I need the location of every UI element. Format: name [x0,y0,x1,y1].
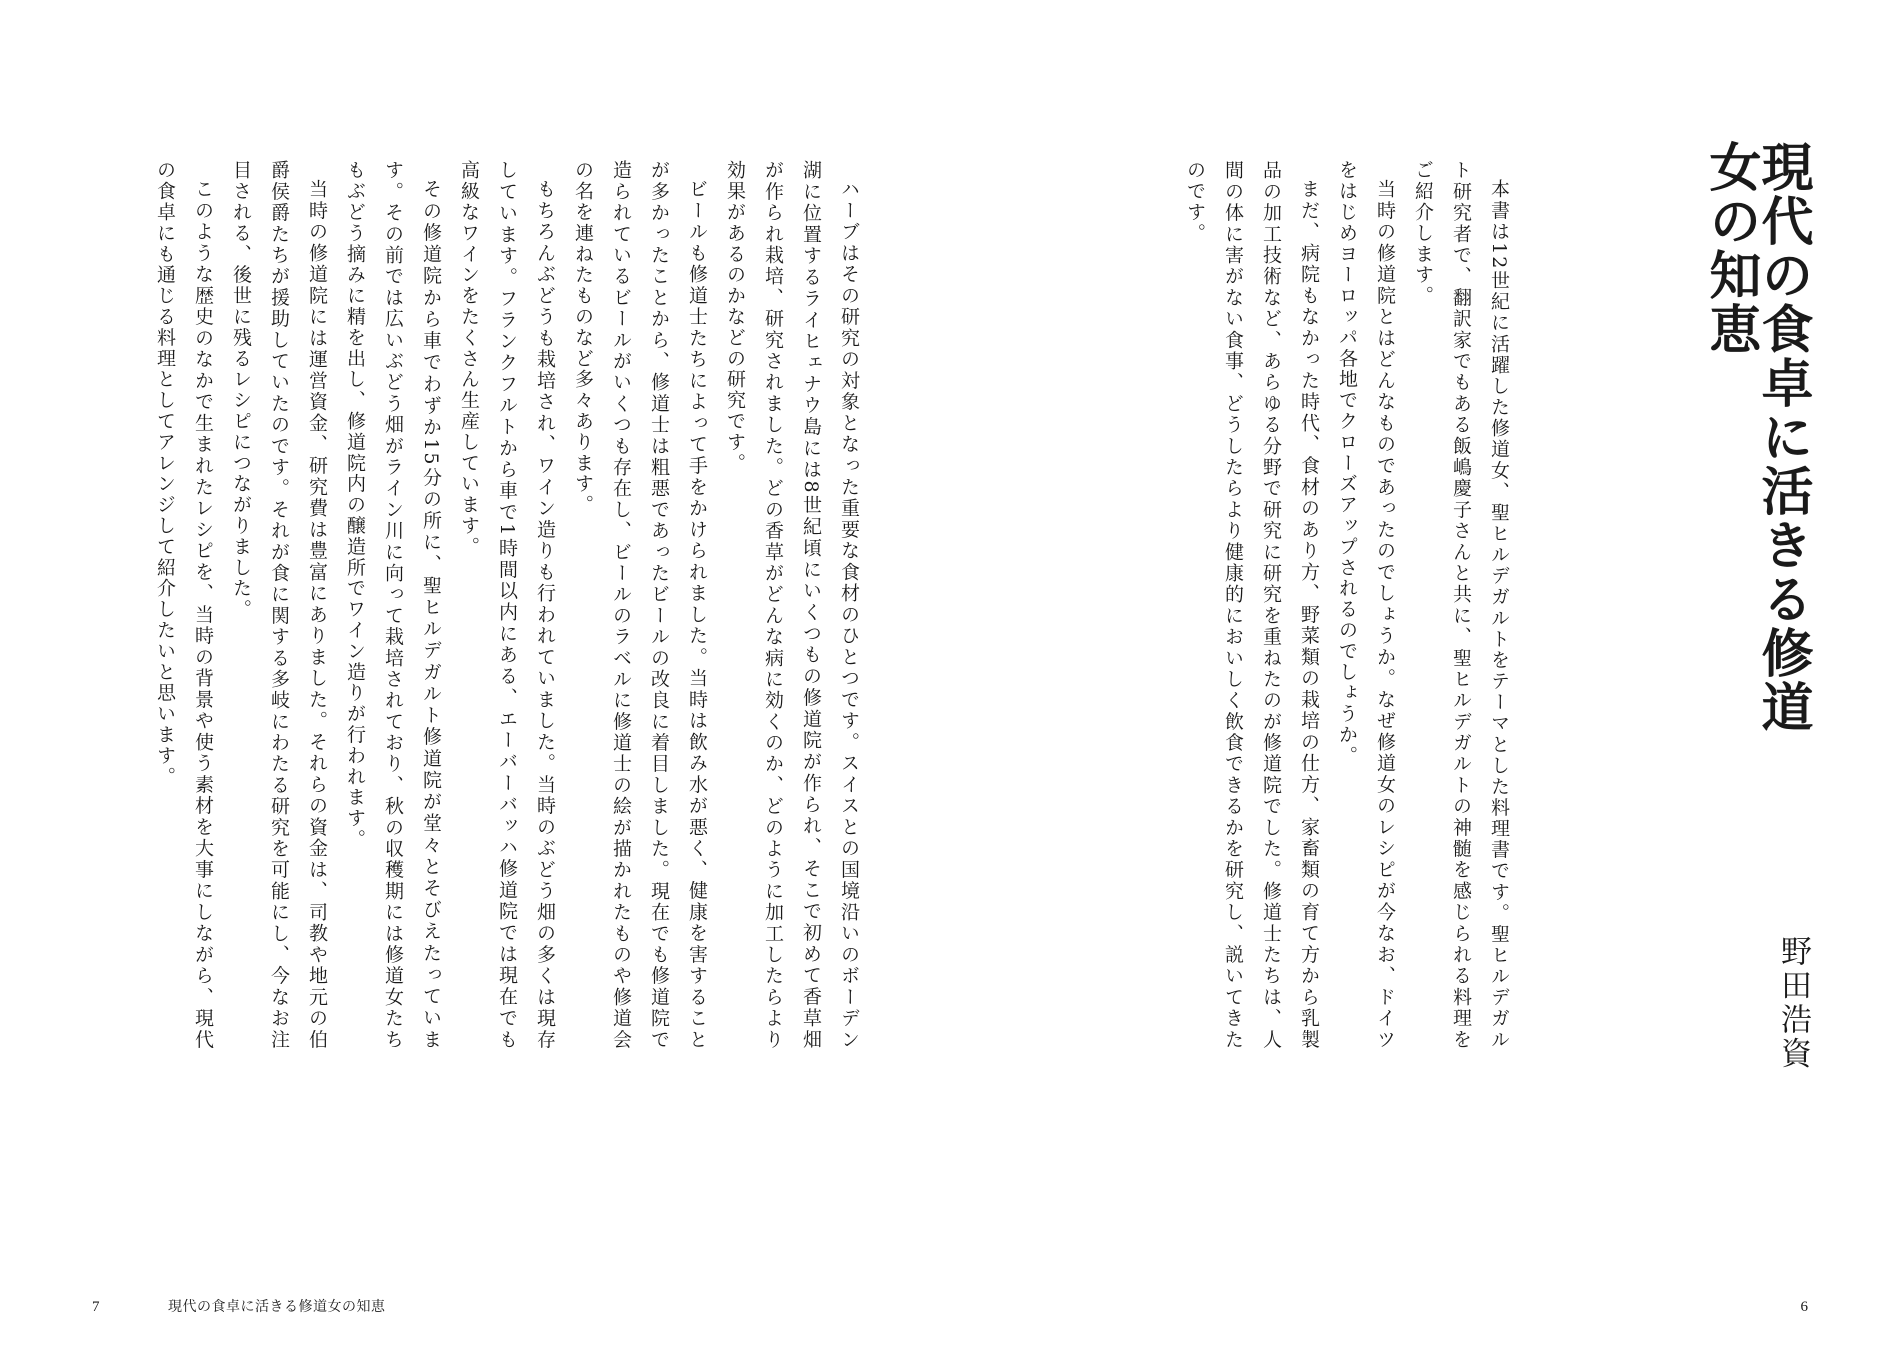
left-paragraph-6: このような歴史のなかで生まれたレシピを、当時の背景や使う素材を大事にしながら、現代の食卓にも通じる料理としてアレンジして紹介したいと思います。 [154,160,214,1050]
left-paragraph-2: ビールも修道士たちによって手をかけられました。当時は飲み水が悪く、健康を害することが多かったことから、修道士は粗悪であったビールの改良に着目しました。現在でも修道院で造られているビールがいくつも存在し、ビールのラベルに修道士の絵が描かれたものや修道会の名を連ねたものなど多々あります。 [572,160,708,1050]
page-title: 現代の食卓に活きる修道女の知恵 [1700,140,1813,734]
running-head: 現代の食卓に活きる修道女の知恵 [168,1299,386,1315]
right-paragraph-3: まだ、病院もなかった時代、食材のあり方、野菜類の栽培の仕方、家畜類の育て方から乳製品の加工技術など、あらゆる分野で研究に研究を重ねたのが修道院でした。修道士たちは、人間の体に害がない食事、どうしたらより健康的においしく飲食できるかを研究し、説いてきたのです。 [1184,160,1320,1050]
left-paragraph-4: その修道院から車でわずか15分の所に、聖ヒルデガルト修道院が堂々とそびえたっています。その前では広いぶどう畑がライン川に向って栽培されており、秋の収穫期には修道女たちもぶどう摘みに精を出し、修道院内の醸造所でワイン造りが行われます。 [344,160,442,1050]
right-page-body [1018,160,1518,1050]
left-paragraph-3: もちろんぶどうも栽培され、ワイン造りも行われていました。当時のぶどう畑の多くは現存しています。フランクフルトから車で1時間以内にある、エーバーバッハ修道院では現在でも高級なワインをたくさん生産しています。 [458,160,556,1050]
right-paragraph-2: 当時の修道院とはどんなものであったのでしょうか。なぜ修道女のレシピが今なお、ドイツをはじめヨーロッパ各地でクローズアップされるのでしょうか。 [1336,160,1396,1050]
left-paragraph-1: ハーブはその研究の対象となった重要な食材のひとつです。スイスとの国境沿いのボーデン湖に位置するライヒェナウ島には8世紀頃にいくつもの修道院が作られ、そこで初めて香草畑が作られ栽培、研究されました。どの香草がどんな病に効くのか、どのように加工したらより効果があるのかなどの研究です。 [724,160,860,1050]
right-paragraph-1: 本書は12世紀に活躍した修道女、聖ヒルデガルトをテーマとした料理書です。聖ヒルデガルト研究者で、翻訳家でもある飯嶋慶子さんと共に、聖ヒルデガルトの神髄を感じられる料理をご紹介します。 [1412,160,1510,1050]
author-name: 野田浩資 [1775,935,1811,1071]
right-page-number: 6 [1800,1299,1808,1315]
left-page-body [108,160,868,1050]
left-page-number: 7 [92,1299,100,1315]
left-paragraph-5: 当時の修道院には運営資金、研究費は豊富にありました。それらの資金は、司教や地元の伯爵侯爵たちが援助していたのです。それが食に関する多岐にわたる研究を可能にし、今なお注目される、後世に残るレシピにつながりました。 [230,160,328,1050]
